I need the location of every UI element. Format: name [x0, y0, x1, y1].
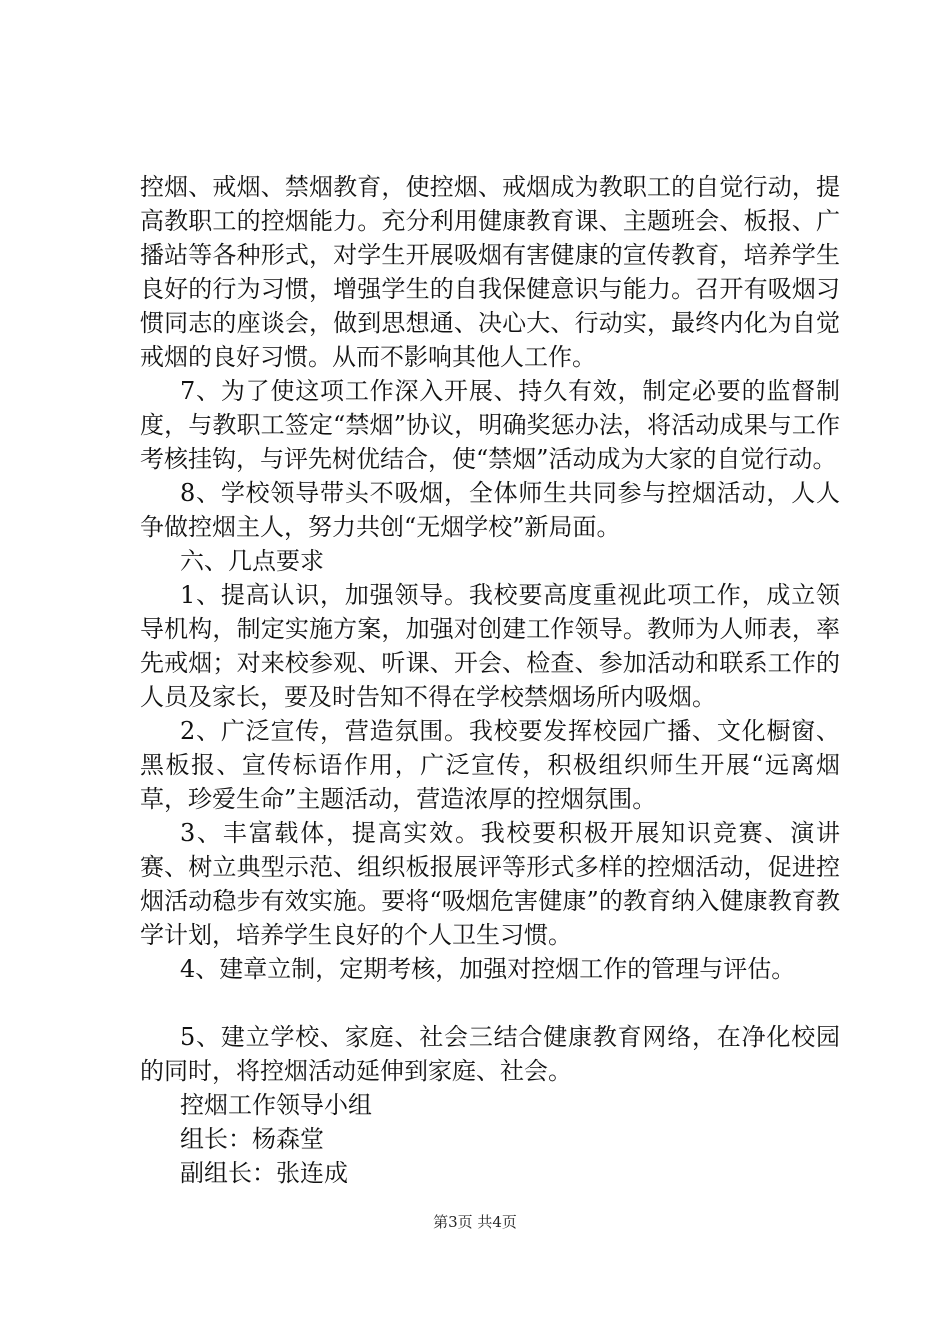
leading-group-deputy: 副组长：张连成 — [180, 1159, 348, 1187]
paragraph-continuation: 控烟、戒烟、禁烟教育，使控烟、戒烟成为教职工的自觉行动，提高教职工的控烟能力。充分利用健康教育课、主题班会、板报、广播站等各种形式，对学生开展吸烟有害健康的宣传教育，培养学生良好的行为习惯，增强学生的自我保健意识与能力。召开有吸烟习惯同志的座谈会，做到思想通、决心大、行动实，最终内化为自觉戒烟的良好习惯。从而不影响其他人工作。 — [140, 173, 840, 371]
paragraph-item-8: 8、学校领导带头不吸烟，全体师生共同参与控烟活动，人人争做控烟主人，努力共创“无烟学校”新局面。 — [140, 479, 840, 541]
paragraph-requirement-4: 4、建章立制，定期考核，加强对控烟工作的管理与评估。 — [180, 955, 796, 983]
section-heading-requirements: 六、几点要求 — [180, 547, 324, 575]
page-number-footer: 第3页 共4页 — [433, 1213, 517, 1231]
document-body — [140, 170, 840, 1190]
leading-group-title: 控烟工作领导小组 — [180, 1091, 372, 1119]
paragraph-requirement-5: 5、建立学校、家庭、社会三结合健康教育网络，在净化校园的同时，将控烟活动延伸到家庭、社会。 — [140, 1023, 840, 1085]
paragraph-requirement-3: 3、丰富载体，提高实效。我校要积极开展知识竞赛、演讲赛、树立典型示范、组织板报展评等形式多样的控烟活动，促进控烟活动稳步有效实施。要将“吸烟危害健康”的教育纳入健康教育教学计划，培养学生良好的个人卫生习惯。 — [140, 819, 840, 949]
paragraph-requirement-1: 1、提高认识，加强领导。我校要高度重视此项工作，成立领导机构，制定实施方案，加强对创建工作领导。教师为人师表，率先戒烟；对来校参观、听课、开会、检查、参加活动和联系工作的人员及家长，要及时告知不得在学校禁烟场所内吸烟。 — [140, 581, 840, 711]
paragraph-requirement-2: 2、广泛宣传，营造氛围。我校要发挥校园广播、文化橱窗、黑板报、宣传标语作用，广泛宣传，积极组织师生开展“远离烟草，珍爱生命”主题活动，营造浓厚的控烟氛围。 — [140, 717, 840, 813]
paragraph-item-7: 7、为了使这项工作深入开展、持久有效，制定必要的监督制度，与教职工签定“禁烟”协议，明确奖惩办法，将活动成果与工作考核挂钩，与评先树优结合，使“禁烟”活动成为大家的自觉行动。 — [140, 377, 840, 473]
paragraph-spacer — [140, 986, 840, 1020]
leading-group-leader: 组长：杨森堂 — [180, 1125, 324, 1153]
